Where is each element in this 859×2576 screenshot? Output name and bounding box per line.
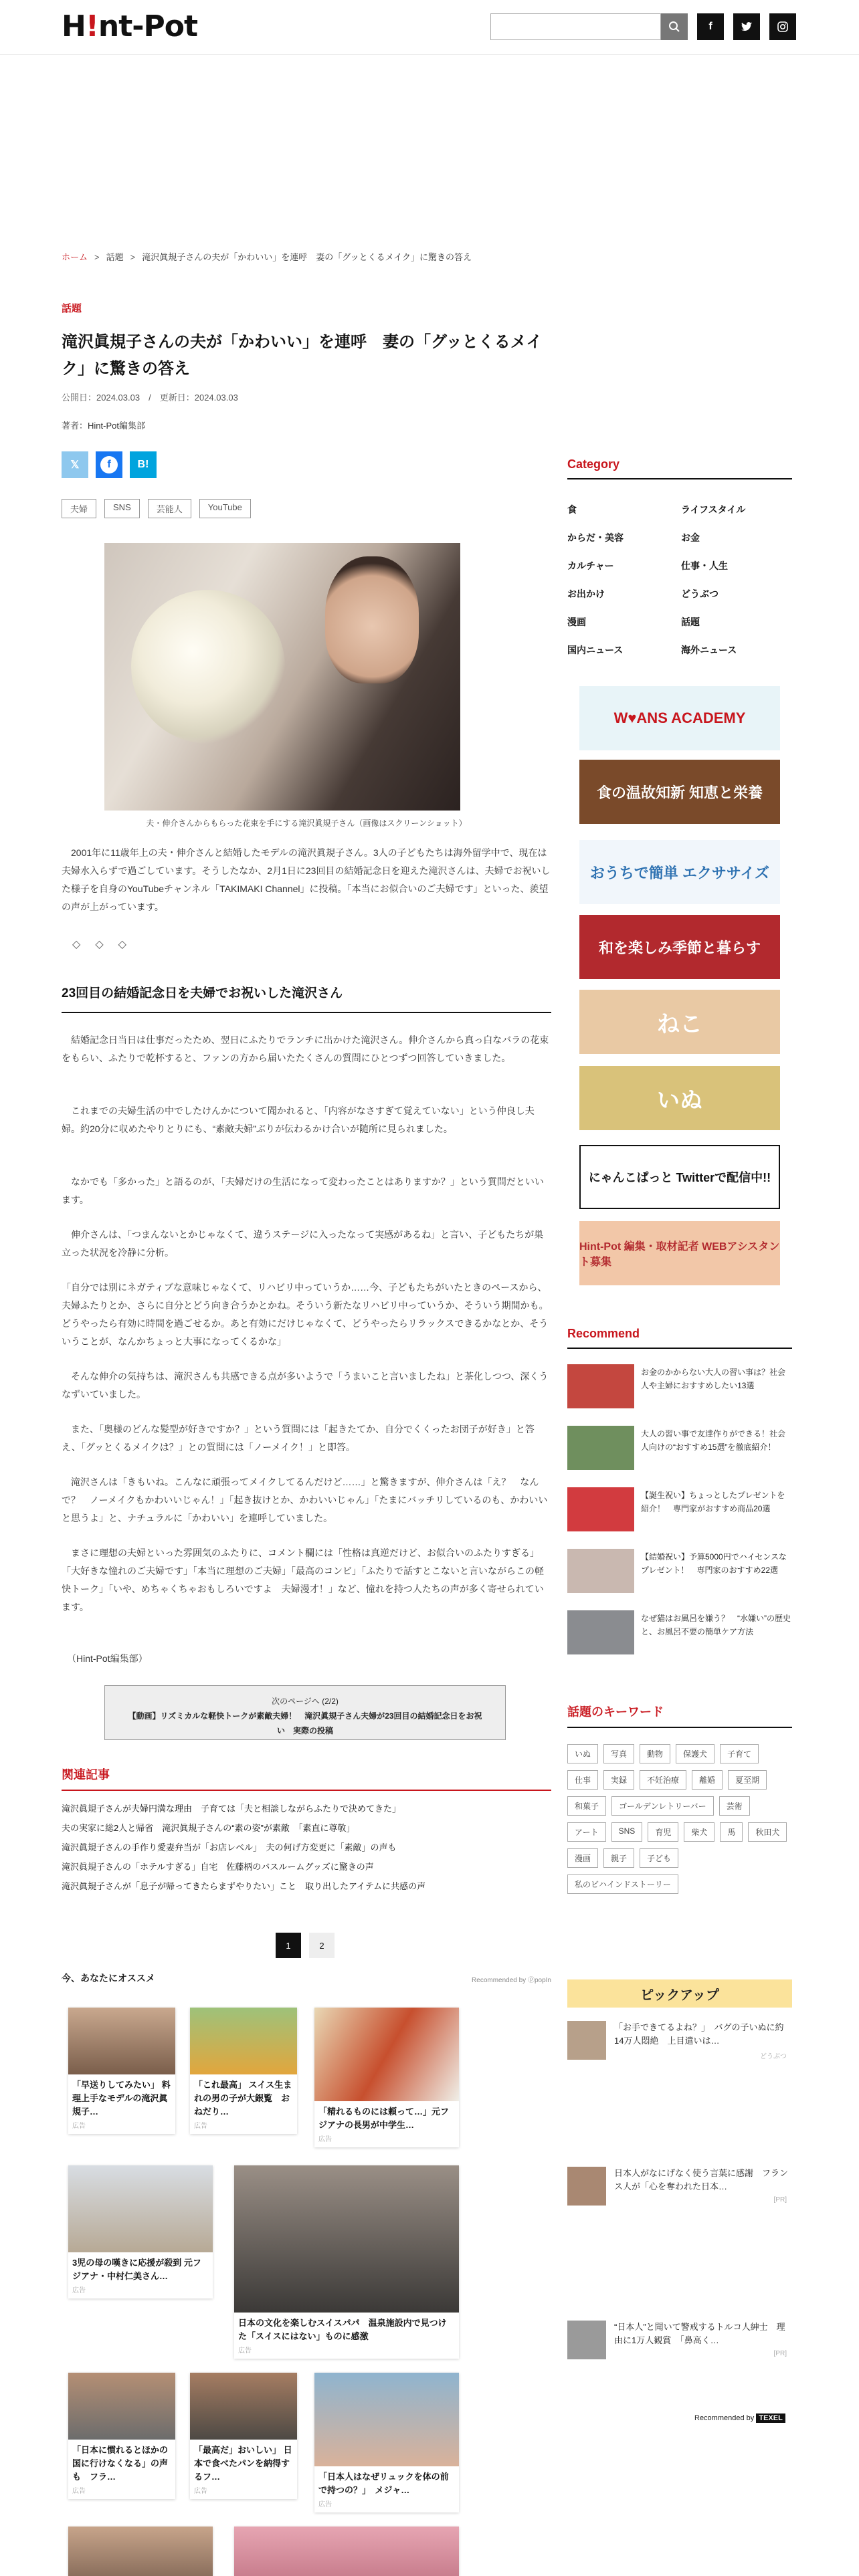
tag[interactable]: 夫婦 xyxy=(62,499,96,518)
card-title: 日本の文化を楽しむスイスパパ 温泉施設内で見つけた「スイスにはない」ものに感激 xyxy=(238,2318,447,2341)
pickup-item[interactable] xyxy=(567,2167,792,2247)
card-image xyxy=(68,2527,213,2576)
card-image xyxy=(314,2373,459,2466)
article-source: （Hint-Pot編集部） xyxy=(67,1653,148,1664)
published-date: 公開日：2024.03.03 xyxy=(62,393,140,403)
recommend-item[interactable] xyxy=(567,1364,792,1408)
logo-text-rest: nt-Pot xyxy=(98,9,198,43)
card-image xyxy=(234,2165,459,2313)
search-icon xyxy=(668,21,680,33)
article-paragraph: これまでの夫婦生活の中でしたけんかについて聞かれると、「内容がなさすぎて覚えていない」という仲良し夫婦。約20分に収めたやりとりにも、“素敵夫婦”ぶりが伝わるかけ合いが随所に見られました。 xyxy=(62,1105,535,1134)
card-title: 「精れるものには頼って…」元フジアナの長男が中学生… xyxy=(318,2107,450,2130)
keyword-tag[interactable]: SNS xyxy=(611,1822,643,1842)
recommend-thumb xyxy=(567,1610,634,1654)
recommend-item[interactable] xyxy=(567,1549,792,1593)
search-button[interactable] xyxy=(661,13,688,40)
category-link[interactable]: お金 xyxy=(681,532,700,543)
banner-japanese-season[interactable]: 和を楽しみ季節と暮らす xyxy=(579,915,780,979)
category-link[interactable]: 国内ニュース xyxy=(567,645,624,655)
category-heading: Category xyxy=(567,457,792,479)
recommend-card[interactable] xyxy=(68,2165,213,2298)
breadcrumb-home[interactable]: ホーム xyxy=(62,252,88,262)
share-x-button[interactable] xyxy=(62,451,88,478)
category-link[interactable]: 海外ニュース xyxy=(681,645,737,655)
article-paragraph: そんな伸介の気持ちは、滝沢さんも共感できる点が多いようで「うまいこと言いましたね」と茶化しつつ、深くうなずいていました。 xyxy=(62,1371,549,1400)
keyword-tag[interactable]: 馬 xyxy=(720,1822,743,1842)
card-title: 3児の母の嘆きに応援が殺到 元フジアナ・中村仁美さん… xyxy=(72,2258,201,2281)
recommend-thumb xyxy=(567,1549,634,1593)
related-list xyxy=(62,1799,425,1896)
card-image xyxy=(68,2373,175,2440)
keyword-tag[interactable]: 育児 xyxy=(648,1822,678,1842)
category-link[interactable]: からだ・美容 xyxy=(567,532,624,543)
card-title: 「早送りしてみたい」 料理上手なモデルの滝沢眞規子… xyxy=(72,2080,171,2117)
card-image xyxy=(190,2373,297,2440)
keyword-list xyxy=(567,1744,792,1894)
keyword-tag[interactable]: 子育て xyxy=(720,1744,759,1763)
texel-logo: TEXEL xyxy=(756,2413,785,2423)
card-source: 広告 xyxy=(194,2123,207,2130)
recommend-card[interactable] xyxy=(314,2008,459,2147)
search-input[interactable] xyxy=(490,13,661,40)
keyword-tag[interactable]: アート xyxy=(567,1822,606,1842)
keyword-tag[interactable]: 不妊治療 xyxy=(640,1770,686,1790)
card-source: 広告 xyxy=(72,2488,86,2495)
logo-bang: ! xyxy=(85,9,98,43)
pickup-title: 「お手できてるよね？」 バグの子いぬに約14万人悶絶 上目遣いは… xyxy=(614,2022,784,2046)
recommend-card[interactable] xyxy=(234,2527,459,2576)
page-2-button[interactable]: 2 xyxy=(309,1933,335,1958)
diamond-icon: ◇ xyxy=(72,939,81,950)
keyword-tag[interactable]: 秋田犬 xyxy=(748,1822,787,1842)
logo-text: H xyxy=(62,9,86,43)
section-heading: 23回目の結婚記念日を夫婦でお祝いした滝沢さん xyxy=(62,983,551,1013)
related-link[interactable]: 夫の実家に総2人と帰省 滝沢眞規子さんの“素の姿”が素敵 「素直に尊敬」 xyxy=(62,1823,355,1833)
keyword-tag[interactable]: いぬ xyxy=(567,1744,598,1763)
article-paragraph: 「自分では別にネガティブな意味じゃなくて、リハビリ中っていうか……今、子どもたちがいたときのペースから、夫婦ふたりとか、さらに自分とどう向き合うかとかね。そういう新たなリハビリ中っていうか、そういう期間かも。どうやったら有効に時間を過ごせるか。あと有効にだけじゃなくて、どうやったらリラックスできるかなとか、そういうことが、なんかちょっと大事になってくるかな」 xyxy=(62,1282,549,1347)
related-heading: 関連記事 xyxy=(62,1765,551,1791)
card-title: 「日本に慣れるとほかの国に行けなくなる」の声も フラ… xyxy=(72,2445,169,2482)
page-1-button[interactable]: 1 xyxy=(276,1933,301,1958)
next-page-box[interactable] xyxy=(104,1685,506,1740)
keyword-tag[interactable]: 芸術 xyxy=(719,1796,750,1816)
pickup-heading: ピックアップ xyxy=(567,1979,792,2008)
recommend-card[interactable] xyxy=(190,2008,297,2134)
x-icon: 𝕏 xyxy=(70,459,80,471)
recommend-heading xyxy=(62,1971,551,1985)
pickup-title: 日本人がなにげなく使う言葉に感謝 フランス人が「心を奪われた日本… xyxy=(614,2168,789,2191)
card-source: 広告 xyxy=(72,2287,86,2294)
keyword-tag[interactable]: 漫画 xyxy=(567,1848,598,1868)
keyword-tag[interactable]: 夏至期 xyxy=(728,1770,767,1790)
article-paragraph: まさに理想の夫婦といった雰囲気のふたりに、コメント欄には「性格は真逆だけど、お似合いのふたりすぎる」「大好きな憧れのご夫婦です」「本当に理想のご夫婦」「最高のコンビ」「ふたりで話すとこないと言いながらこの軽快トーク」「いや、めちゃくちゃおもしろいですよ 夫婦漫才！」など、憧れを持つ人たちの声が多く寄せられています。 xyxy=(62,1547,544,1612)
banner-dog[interactable]: いぬ xyxy=(579,1066,780,1130)
pickup-source: [PR] xyxy=(773,2350,787,2357)
category-link[interactable]: 仕事・人生 xyxy=(681,560,728,571)
dots-divider xyxy=(72,938,126,951)
pickup-item[interactable] xyxy=(567,2321,792,2401)
recommend-heading-text: 今、あなたにオススメ xyxy=(62,1973,155,1983)
related-link[interactable]: 滝沢眞規子さんが「息子が帰ってきたらまずやりたい」こと 取り出したアイテムに共感の声 xyxy=(62,1881,426,1891)
recommend-item[interactable] xyxy=(567,1426,792,1470)
pickup-thumb xyxy=(567,2167,606,2206)
recommend-card[interactable] xyxy=(314,2373,459,2512)
photo-caption: 夫・伸介さんからもらった花束を手にする滝沢眞規子さん（画像はスクリーンショット） xyxy=(146,819,467,828)
article-paragraph: また、「奥様のどんな髪型が好きですか？」という質問には「起きたてか、自分でくくったお団子が好き」と答え、「グッとくるメイクは？」との質問には「ノーメイク！」と即答。 xyxy=(62,1424,535,1453)
date-separator: / xyxy=(149,393,151,403)
card-title: 「これ最高」 スイス生まれの男の子が大銀覧 おねだり… xyxy=(194,2080,292,2117)
banner-food-wisdom[interactable]: 食の温故知新 知恵と栄養 xyxy=(579,760,780,824)
tag[interactable]: SNS xyxy=(104,499,140,518)
breadcrumb-separator: > xyxy=(130,252,136,262)
pickup-source: どうぶつ xyxy=(760,2053,787,2060)
article-paragraph: 結婚記念日当日は仕事だったため、翌日にふたりでランチに出かけた滝沢さん。伸介さんから真っ白なバラの花束をもらい、ふたりで乾杯すると、ファンの方から届いたたくさんの質問にひとつずつ回答していきました。 xyxy=(62,1035,549,1063)
hatena-icon: B! xyxy=(137,459,149,470)
article-title: 滝沢眞規子さんの夫が「かわいい」を連呼 妻の「グッとくるメイク」に驚きの答え xyxy=(62,333,543,378)
diamond-icon: ◇ xyxy=(95,939,104,950)
share-facebook-button[interactable] xyxy=(96,451,122,478)
banner-nyanko-twitter[interactable]: にゃんこぱっと Twitterで配信中!! xyxy=(579,1145,780,1209)
card-source: 広告 xyxy=(72,2123,86,2130)
article-category[interactable]: 話題 xyxy=(62,303,82,314)
site-header xyxy=(0,0,859,55)
keyword-tag[interactable]: 保護犬 xyxy=(676,1744,714,1763)
category-link[interactable]: 漫画 xyxy=(567,617,586,627)
category-link[interactable]: カルチャー xyxy=(567,560,614,571)
article-paragraph: 伸介さんは、「つまんないとかじゃなくて、違うステージに入ったなって実感があるね」と言い、子どもたちが巣立った状況を冷静に分析。 xyxy=(62,1229,544,1258)
keyword-tag[interactable]: ゴールデンレトリーバー xyxy=(611,1796,714,1816)
recommend-card[interactable] xyxy=(68,2008,175,2134)
card-image xyxy=(234,2527,459,2576)
recommend-item[interactable] xyxy=(567,1610,792,1654)
person-image xyxy=(325,556,419,683)
article-paragraph: なかでも「多かった」と語るのが、「夫婦だけの生活になって変わったことはありますか？」という質問だといいます。 xyxy=(62,1176,544,1205)
keyword-heading: 話題のキーワード xyxy=(567,1703,792,1728)
category-link[interactable]: 食 xyxy=(567,504,577,515)
next-page-label: 次のページへ (2/2) xyxy=(272,1697,339,1706)
keyword-tag[interactable]: 動物 xyxy=(640,1744,670,1763)
tag[interactable]: 芸能人 xyxy=(148,499,191,518)
card-title: 「日本人はなぜリュックを体の前で持つの？」 メジャ… xyxy=(318,2472,449,2495)
recommend-card[interactable] xyxy=(234,2165,459,2359)
card-source: 広告 xyxy=(194,2488,207,2495)
recommend-sidebar-heading: Recommend xyxy=(567,1327,792,1349)
pickup-provider xyxy=(694,2414,785,2422)
twitter-icon[interactable] xyxy=(733,13,760,40)
recommend-thumb xyxy=(567,1426,634,1470)
recommend-title: なぜ猫はお風呂を嫌う？ “水嫌い”の歴史と、お風呂不要の簡単ケア方法 xyxy=(641,1614,791,1636)
card-image xyxy=(190,2008,297,2074)
pickup-title: “日本人”と聞いて警戒するトルコ人紳士 理由に1万人観賞 「鼻高く… xyxy=(614,2322,785,2345)
article-tags xyxy=(62,499,251,518)
card-source: 広告 xyxy=(238,2347,252,2355)
related-link[interactable]: 滝沢眞規子さんが夫婦円満な理由 子育ては「夫と相談しながらふたりで決めてきた」 xyxy=(62,1804,401,1814)
article-intro: 2001年に11歳年上の夫・伸介さんと結婚したモデルの滝沢眞規子さん。3人の子どもたちは海外留学中で、現在は夫婦水入らずで過ごしています。そうしたなか、2月1日に23回目の結婚記念日を迎えた滝沢さんは、夫婦でお祝いした様子を自身のYouTubeチャンネル「TAKIMAKI Channel」に投稿。「本当にお似合いのご夫婦です」といった、羨望の声が上がっています。 xyxy=(62,847,551,912)
keyword-tag[interactable]: 仕事 xyxy=(567,1770,598,1790)
recommend-item[interactable] xyxy=(567,1487,792,1531)
article-dates xyxy=(62,391,238,403)
card-source: 広告 xyxy=(318,2501,332,2508)
site-logo[interactable] xyxy=(62,9,197,43)
pickup-thumb xyxy=(567,2021,606,2060)
category-link[interactable]: どうぶつ xyxy=(681,588,719,599)
pickup-provider-text: Recommended by xyxy=(694,2414,755,2422)
keyword-tag[interactable]: 和菓子 xyxy=(567,1796,606,1816)
card-image xyxy=(68,2165,213,2252)
breadcrumb-separator: > xyxy=(94,252,100,262)
share-hatena-button[interactable] xyxy=(130,451,157,478)
bouquet-image xyxy=(131,590,285,744)
banner-exercise[interactable]: おうちで簡単 エクササイズ xyxy=(579,840,780,904)
tag[interactable]: YouTube xyxy=(199,499,251,518)
recommend-thumb xyxy=(567,1487,634,1531)
recommend-card[interactable] xyxy=(68,2373,175,2499)
instagram-icon[interactable] xyxy=(769,13,796,40)
facebook-icon: f xyxy=(100,456,118,473)
next-page-title: 【動画】リズミカルな軽快トークが素敵夫婦！ 滝沢眞規子さん夫婦が23回目の結婚記念日をお祝い 実際の投稿 xyxy=(128,1711,482,1735)
article-author: 著者：Hint-Pot編集部 xyxy=(62,421,145,431)
keyword-tag[interactable]: 柴犬 xyxy=(684,1822,714,1842)
recommend-title: お金のかからない大人の習い事は？社会人や主婦におすすめしたい13選 xyxy=(641,1368,786,1390)
category-link[interactable]: ライフスタイル xyxy=(681,504,746,515)
card-title: 「最高だ」おいしい」 日本で食べたパンを納得するフ… xyxy=(194,2445,292,2482)
keyword-tag[interactable]: 子ども xyxy=(640,1848,678,1868)
breadcrumb xyxy=(62,250,472,263)
related-link[interactable]: 滝沢眞規子さんの「ホテルすぎる」自宅 佐藤柄のバスルームグッズに驚きの声 xyxy=(62,1862,374,1872)
recommend-provider: Recommended by ⓟpopIn xyxy=(472,1977,551,1984)
card-image xyxy=(314,2008,459,2101)
keyword-tag[interactable]: 私のビハインドストーリー xyxy=(567,1874,678,1894)
breadcrumb-category[interactable]: 話題 xyxy=(106,252,124,262)
banner-hint-pot-recruit[interactable]: Hint-Pot 編集・取材記者 WEBアシスタント募集 xyxy=(579,1221,780,1285)
keyword-tag[interactable]: 写真 xyxy=(603,1744,634,1763)
banner-wans-academy[interactable]: W♥ANS ACADEMY xyxy=(579,686,780,750)
updated-date: 更新日：2024.03.03 xyxy=(159,393,238,403)
related-link[interactable]: 滝沢眞規子さんの手作り愛妻弁当が「お店レベル」 夫の何げ方変更に「素敵」の声も xyxy=(62,1842,397,1852)
pickup-thumb xyxy=(567,2321,606,2359)
keyword-tag[interactable]: 離婚 xyxy=(692,1770,723,1790)
recommend-title: 大人の習い事で友達作りができる！社会人向けの“おすすめ15選”を徹底紹介！ xyxy=(641,1429,786,1452)
facebook-icon[interactable]: f xyxy=(697,13,724,40)
diamond-icon: ◇ xyxy=(118,939,126,950)
card-source: 広告 xyxy=(318,2136,332,2143)
keyword-tag[interactable]: 親子 xyxy=(603,1848,634,1868)
recommend-thumb xyxy=(567,1364,634,1408)
pickup-item[interactable] xyxy=(567,2021,792,2101)
recommend-title: 【結婚祝い】予算5000円でハイセンスなプレゼント！ 専門家のおすすめ22選 xyxy=(641,1552,787,1575)
pickup-source: [PR] xyxy=(773,2196,787,2204)
card-image xyxy=(68,2008,175,2074)
article-paragraph: 滝沢さんは「きもいね。こんなに頑張ってメイクしてるんだけど……」と驚きますが、伸介さんは「え？ なんで？ ノーメイクもかわいいじゃん！」「起き抜けとか、かわいいじゃん」「たまにバッチリしているのも、かわいいと思うよ」と、ナチュラルに「かわいい」を連呼していました。 xyxy=(62,1477,548,1523)
banner-cat[interactable]: ねこ xyxy=(579,990,780,1054)
recommend-card[interactable] xyxy=(190,2373,297,2499)
breadcrumb-current: 滝沢眞規子さんの夫が「かわいい」を連呼 妻の「グッとくるメイク」に驚きの答え xyxy=(142,252,472,262)
recommend-card[interactable] xyxy=(68,2527,213,2576)
article-photo xyxy=(104,543,460,811)
recommend-title: 【誕生祝い】ちょっとしたプレゼントを紹介！ 専門家がおすすめ商品20選 xyxy=(641,1491,785,1513)
category-link[interactable]: お出かけ xyxy=(567,588,605,599)
category-link[interactable]: 話題 xyxy=(681,617,700,627)
keyword-tag[interactable]: 実録 xyxy=(603,1770,634,1790)
